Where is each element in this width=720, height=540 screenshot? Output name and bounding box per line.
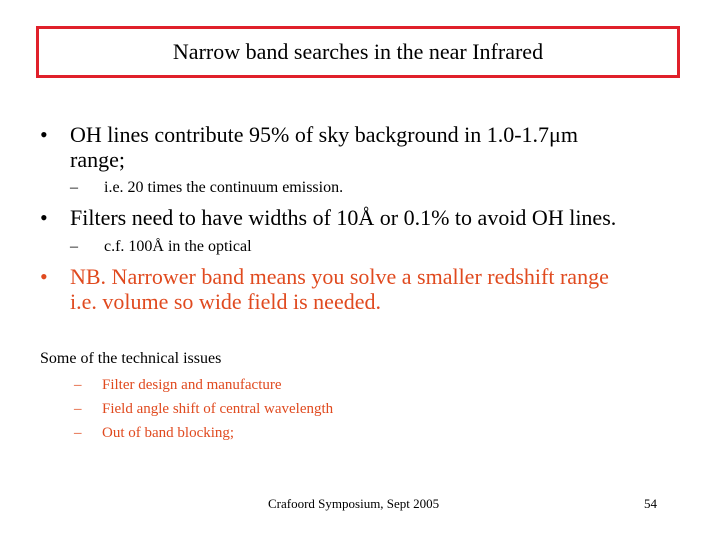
sub-text: c.f. 100Å in the optical [104,238,252,255]
bullet-1 [40,122,680,172]
technical-item [74,401,333,418]
bullet-text [70,264,680,314]
technical-item [74,425,234,442]
tech-marker: – [74,377,82,393]
tech-text: Out of band blocking; [102,425,235,441]
bullet-3 [40,264,680,314]
technical-heading: Some of the technical issues [40,350,222,367]
sub-marker: – [70,179,78,196]
bullet-text: Filters need to have widths of 10Å or 0.1% to avoid OH lines. [70,205,617,230]
bullet-marker: • [40,264,48,289]
slide-title: Narrow band searches in the near Infrared [172,39,544,64]
bullet-line: OH lines contribute 95% of sky background in 1.0-1.7μm [70,122,578,147]
tech-text: Filter design and manufacture [102,377,282,393]
bullet-2 [40,205,700,230]
bullet-line: NB. Narrower band means you solve a smaller redshift range [70,264,609,289]
bullet-marker: • [40,205,48,230]
bullet-line: range; [70,147,125,172]
sub-text: i.e. 20 times the continuum emission. [104,179,344,196]
tech-marker: – [74,401,82,417]
sub-bullet-1 [70,178,343,198]
sub-marker: – [70,238,78,255]
slide-title-box [36,26,680,78]
bullet-text [70,122,680,172]
tech-marker: – [74,425,82,441]
page-number: 54 [644,496,657,511]
bullet-marker: • [40,122,48,147]
technical-item [74,377,282,394]
footer-center: Crafoord Symposium, Sept 2005 [268,496,440,511]
tech-text: Field angle shift of central wavelength [102,401,334,417]
bullet-line: i.e. volume so wide field is needed. [70,289,381,314]
sub-bullet-2 [70,237,252,257]
